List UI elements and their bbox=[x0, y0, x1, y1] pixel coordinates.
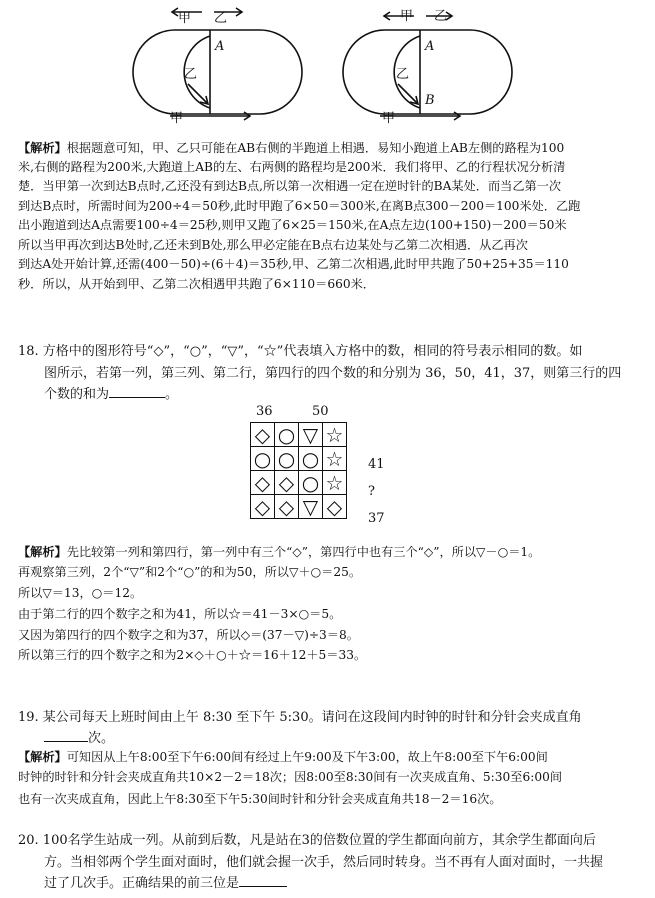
q18-solution-line-2: 再观察第三列，2个“▽”和2个“○”的和为50，所以▽＋○＝25。 bbox=[18, 565, 362, 579]
q17-solution-line-3: 楚．当甲第一次到达B点时,乙还没有到达B点,所以第一次相遇一定在逆时针的BA某处．而当乙第一次 bbox=[18, 179, 562, 193]
q17-solution-label: 【解析】 bbox=[18, 141, 67, 155]
q20-problem-line-3: 过了几次手。正确结果的前三位是 bbox=[44, 872, 287, 891]
grid-cell: ◇ bbox=[275, 495, 299, 519]
left-label-jia-top: 甲 bbox=[178, 11, 192, 26]
left-label-yi-inner: 乙 bbox=[184, 67, 198, 82]
q18-row-label-4: 37 bbox=[368, 511, 385, 526]
left-label-a: A bbox=[215, 39, 225, 54]
q18-symbol-grid bbox=[250, 422, 347, 519]
grid-row-1 bbox=[251, 423, 347, 447]
grid-cell: ○ bbox=[299, 447, 323, 471]
grid-cell: ○ bbox=[251, 447, 275, 471]
q19-answer-blank bbox=[44, 729, 88, 742]
q18-col-label-1: 36 bbox=[256, 404, 273, 419]
grid-cell: ▽ bbox=[299, 495, 323, 519]
q19-solution-line-1: 【解析】可知因从上午8:00至下午6:00间有经过上午9:00及下午3:00，故上午8:00至下午6:00间 bbox=[18, 750, 548, 764]
q18-solution-line-4: 由于第二行的四个数字之和为41，所以☆＝41－3×○＝5。 bbox=[18, 607, 342, 621]
q18-row-label-3: ? bbox=[368, 484, 375, 499]
right-label-yi-inner: 乙 bbox=[396, 67, 410, 82]
q19-solution-line-2: 时钟的时针和分针会夹成直角共10×2－2＝18次；因8:00至8:30间有一次夹成直角、5:30至6:00间 bbox=[18, 770, 563, 784]
q17-solution-line-4: 到达B点时，所需时间为200÷4＝50秒,此时甲跑了6×50＝300米,在离B点300－200＝100米处．乙跑 bbox=[18, 199, 581, 213]
right-label-b: B bbox=[425, 93, 435, 108]
q18-answer-blank bbox=[109, 385, 165, 398]
grid-row-4 bbox=[251, 495, 347, 519]
q20-problem-line-2: 方。当相邻两个学生面对面时，他们就会握一次手，然后同时转身。当不再有人面对面时，一共握 bbox=[44, 855, 604, 870]
q18-row-label-2: 41 bbox=[368, 457, 385, 472]
grid-cell: ▽ bbox=[299, 423, 323, 447]
q18-problem-line-3: 个数的和为 。 bbox=[44, 387, 179, 402]
grid-cell: ◇ bbox=[251, 495, 275, 519]
left-label-jia-bottom: 甲 bbox=[170, 111, 184, 124]
q18-col-label-3: 50 bbox=[312, 404, 329, 419]
q17-solution-line-1: 【解析】根据题意可知，甲、乙只可能在AB右侧的半跑道上相遇．易知小跑道上AB左侧的路程为100 bbox=[18, 141, 565, 155]
grid-cell: ○ bbox=[275, 423, 299, 447]
right-label-yi-top: 乙 bbox=[434, 9, 448, 24]
grid-cell: ○ bbox=[299, 471, 323, 495]
q18-solution-line-6: 所以第三行的四个数字之和为2×◇＋○＋☆＝16＋12＋5＝33。 bbox=[18, 648, 367, 662]
q18-problem-line-2: 图所示，若第一列，第三列、第二行，第四行的四个数的和分别为 36，50，41，37，则第三行的四 bbox=[44, 366, 622, 381]
grid-cell: ☆ bbox=[323, 423, 347, 447]
grid-cell: ☆ bbox=[323, 471, 347, 495]
q20-answer-blank bbox=[239, 874, 287, 887]
q17-solution-line-6: 所以当甲再次到达B处时,乙还未到B处,那么甲必定能在B点右边某处与乙第二次相遇．从乙再次 bbox=[18, 238, 528, 252]
grid-cell: ◇ bbox=[323, 495, 347, 519]
grid-cell: ◇ bbox=[251, 471, 275, 495]
q20-problem-line-1: 20. 100名学生站成一列。从前到后数，凡是站在3的倍数位置的学生都面向前方，其余学生都面向后 bbox=[18, 833, 596, 848]
right-label-a: A bbox=[425, 39, 435, 54]
q19-solution-label: 【解析】 bbox=[18, 750, 67, 764]
q18-problem-line-1: 18. 方格中的图形符号“◇”，“○”，“▽”，“☆”代表填入方格中的数，相同的符号表示相同的数。如 bbox=[18, 344, 583, 359]
q18-solution-line-1: 【解析】先比较第一列和第四行，第一列中有三个“◇”，第四行中也有三个“◇”，所以▽－○＝1。 bbox=[18, 545, 541, 559]
q18-solution-label: 【解析】 bbox=[18, 545, 67, 559]
q17-solution-line-7: 到达A处开始计算,还需(400－50)÷(6＋4)＝35秒,甲、乙第二次相遇,此时甲共跑了50+25+35＝110 bbox=[18, 257, 569, 271]
q19-problem-line-2: 次。 bbox=[44, 727, 114, 746]
grid-cell: ◇ bbox=[275, 471, 299, 495]
q19-problem-line-1: 19. 某公司每天上班时间由上午 8:30 至下午 5:30。请问在这段间内时钟的时针和分针会夹成直角 bbox=[18, 710, 582, 725]
right-label-jia-top: 甲 bbox=[400, 9, 414, 24]
right-label-jia-bottom: 甲 bbox=[382, 111, 396, 124]
grid-cell: ☆ bbox=[323, 447, 347, 471]
q18-solution-line-3: 所以▽＝13，○＝12。 bbox=[18, 586, 143, 600]
grid-cell: ◇ bbox=[251, 423, 275, 447]
q19-solution-line-3: 也有一次夹成直角，因此上午8:30至下午5:30间时针和分针会夹成直角共18－2＝16次。 bbox=[18, 792, 502, 806]
grid-row-2 bbox=[251, 447, 347, 471]
q18-solution-line-5: 又因为第四行的四个数字之和为37，所以◇＝(37－▽)÷3＝8。 bbox=[18, 628, 359, 642]
q17-solution-line-8: 秒．所以，从开始到甲、乙第二次相遇甲共跑了6×110＝660米． bbox=[18, 277, 375, 291]
q17-solution-line-2: 米,右侧的路程为200米,大跑道上AB的左、右两侧的路程均是200米．我们将甲、乙的行程状况分析清 bbox=[18, 160, 566, 174]
q17-solution-line-5: 出小跑道到达A点需要100÷4＝25秒,则甲又跑了6×25＝150米,在A点左边(100+150)－200＝50米 bbox=[18, 218, 567, 232]
left-label-yi-top: 乙 bbox=[214, 11, 228, 26]
grid-cell: ○ bbox=[275, 447, 299, 471]
track-diagrams bbox=[130, 4, 530, 124]
grid-row-3 bbox=[251, 471, 347, 495]
